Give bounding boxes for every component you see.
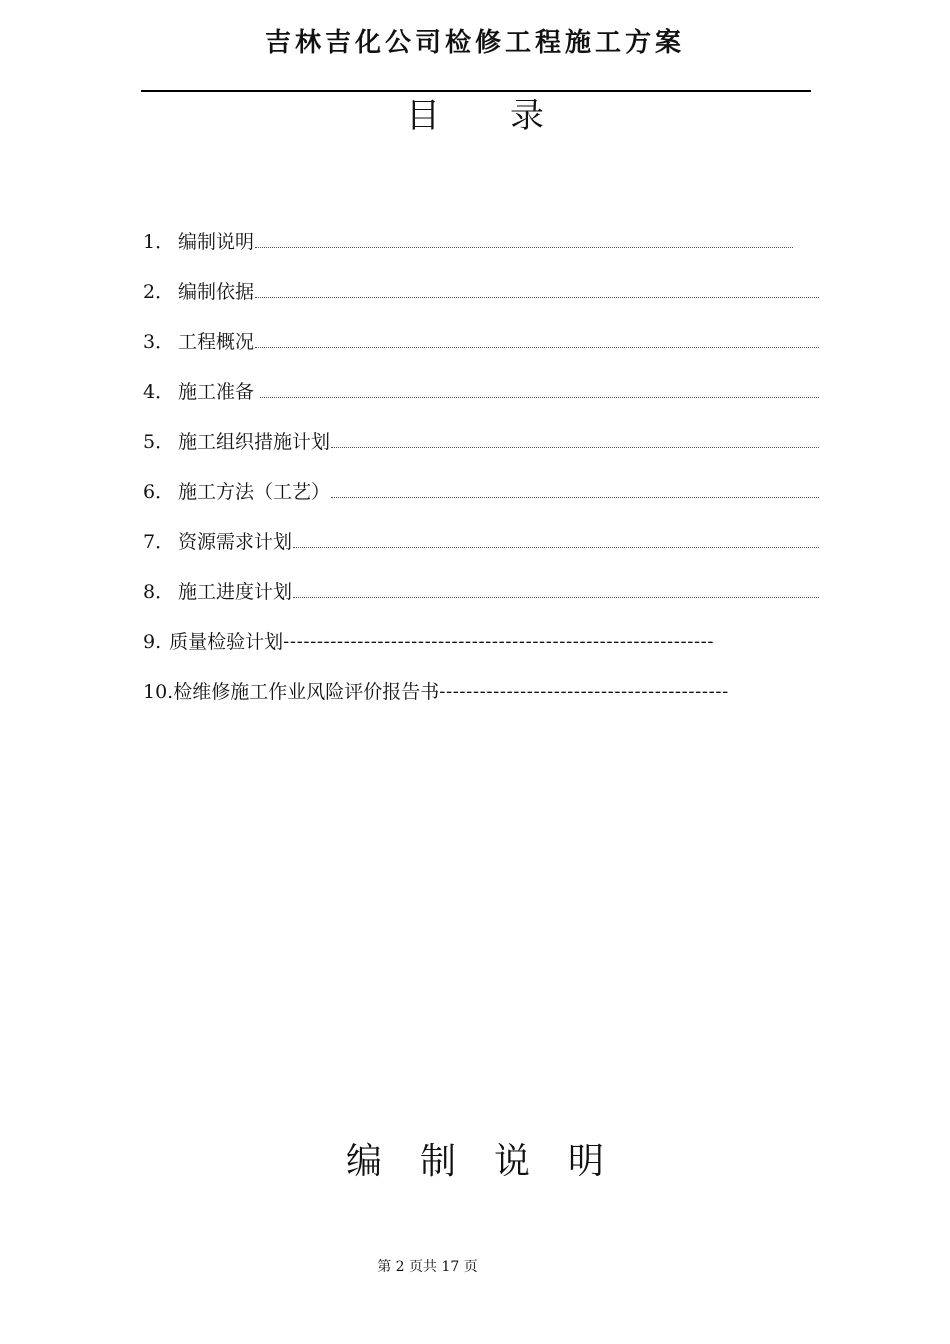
toc-item-5[interactable] — [143, 403, 819, 453]
toc-item-number: 4． — [143, 381, 175, 403]
toc-item-label: 检维修施工作业风险评价报告书 — [173, 681, 440, 703]
toc-item-label: 工程概况 — [178, 331, 255, 353]
toc-item-label: 编制说明 — [178, 231, 255, 253]
toc-leader — [255, 347, 819, 348]
toc-item-3[interactable] — [143, 303, 819, 353]
toc-item-number: 1． — [143, 231, 175, 253]
toc-item-label: 施工进度计划 — [178, 581, 293, 603]
toc-leader — [255, 247, 793, 248]
toc-dash-leader: ------------------------------------------- — [439, 682, 729, 702]
toc-leader — [255, 297, 819, 298]
toc-leader — [293, 597, 819, 598]
toc-item-number: 2． — [143, 281, 175, 303]
toc-item-number: 8． — [143, 581, 175, 603]
table-of-contents — [143, 203, 819, 703]
toc-leader — [260, 397, 819, 398]
toc-item-label: 施工方法（工艺） — [178, 481, 331, 503]
toc-item-4[interactable] — [143, 353, 819, 403]
page-number-footer: 第 2 页共 17 页 — [377, 1259, 478, 1275]
toc-item-number: 6． — [143, 481, 175, 503]
toc-item-label: 质量检验计划 — [169, 631, 284, 653]
toc-leader — [331, 497, 819, 498]
toc-leader — [293, 547, 819, 548]
section-heading: 编制说明 — [345, 1141, 642, 1182]
toc-item-number: 10. — [143, 681, 174, 703]
toc-item-2[interactable] — [143, 253, 819, 303]
toc-item-label: 编制依据 — [178, 281, 255, 303]
toc-dash-leader: ---------------------------------------------------------------- — [283, 632, 715, 652]
toc-item-label: 资源需求计划 — [178, 531, 293, 553]
toc-item-6[interactable] — [143, 453, 819, 503]
toc-item-label: 施工准备 — [178, 381, 255, 403]
toc-item-number: 5． — [143, 431, 175, 453]
toc-item-number: 3． — [143, 331, 175, 353]
toc-heading: 目录 — [406, 96, 614, 136]
toc-item-7[interactable] — [143, 503, 819, 553]
toc-item-number: 9. — [143, 631, 162, 653]
toc-item-10[interactable] — [143, 653, 819, 703]
toc-item-9[interactable] — [143, 603, 819, 653]
toc-item-8[interactable] — [143, 553, 819, 603]
toc-item-1[interactable] — [143, 203, 819, 253]
toc-item-label: 施工组织措施计划 — [178, 431, 331, 453]
toc-item-number: 7． — [143, 531, 175, 553]
toc-leader — [331, 447, 819, 448]
document-header-title: 吉林吉化公司检修工程施工方案 — [264, 28, 685, 58]
